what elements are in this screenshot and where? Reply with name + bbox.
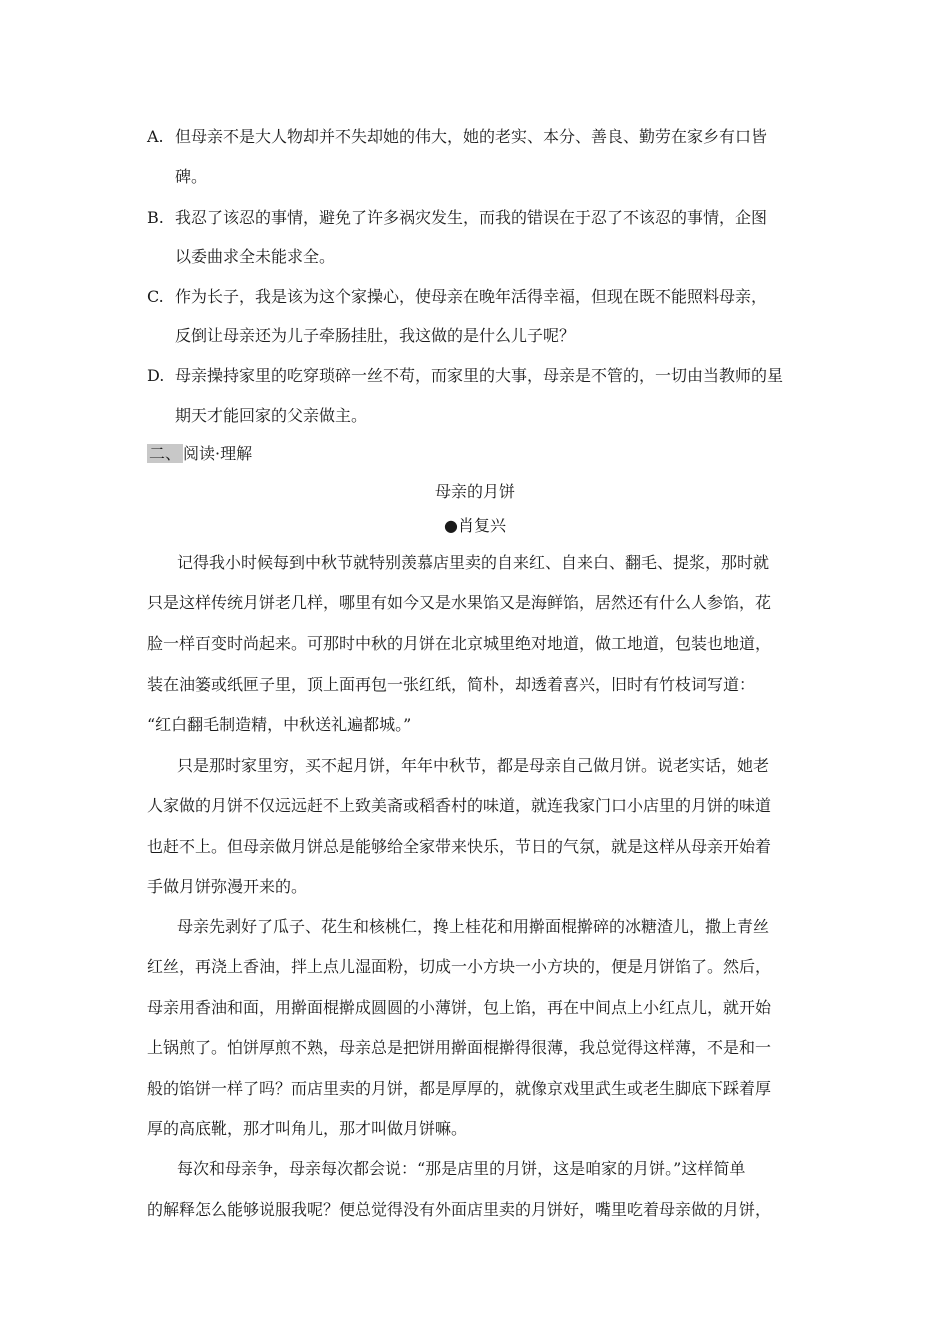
option-label: B. [147, 208, 164, 227]
section-title: 阅读·理解 [183, 444, 253, 463]
option-text: 作为长子，我是该为这个家操心，使母亲在晚年活得幸福，但现在既不能照料母亲， [175, 287, 768, 306]
option-text: 以委曲求全未能求全。 [175, 247, 336, 266]
option-text: 碑。 [175, 167, 208, 186]
paragraph-line: 脸一样百变时尚起来。可那时中秋的月饼在北京城里绝对地道，做工地道，包装也地道， [147, 634, 772, 653]
option-d [147, 366, 783, 386]
option-d-continued [175, 406, 367, 426]
paragraph-line: 般的馅饼一样了吗？而店里卖的月饼，都是厚厚的，就像京戏里武生或老生脚底下踩着厚 [147, 1079, 772, 1098]
option-b-continued [175, 247, 335, 267]
option-text: 母亲操持家里的吃穿琐碎一丝不苟，而家里的大事，母亲是不管的，一切由当教师的星 [175, 366, 784, 385]
option-label: D. [147, 366, 165, 385]
option-text: 我忍了该忍的事情，避免了许多祸灾发生，而我的错误在于忍了不该忍的事情，企图 [175, 208, 768, 227]
paragraph-line: 母亲用香油和面，用擀面棍擀成圆圆的小薄饼，包上馅，再在中间点上小红点儿，就开始 [147, 998, 772, 1017]
paragraph-line: 的解释怎么能够说服我呢？便总觉得没有外面店里卖的月饼好，嘴里吃着母亲做的月饼， [147, 1200, 772, 1219]
option-a-continued [175, 167, 207, 187]
paragraph-line: 装在油篓或纸匣子里，顶上面再包一张红纸，简朴，却透着喜兴，旧时有竹枝词写道： [147, 675, 756, 694]
paragraph-line: 红丝，再浇上香油，拌上点儿湿面粉，切成一小方块一小方块的，便是月饼馅了。然后， [147, 957, 772, 976]
option-a [147, 127, 767, 147]
paragraph-line: 记得我小时候每到中秋节就特别羡慕店里卖的自来红、自来白、翻毛、提浆，那时就 [177, 553, 770, 572]
article-title: 母亲的月饼 [434, 482, 515, 501]
paragraph-line: 厚的高底靴，那才叫角儿，那才叫做月饼嘛。 [147, 1119, 468, 1138]
paragraph-line: 每次和母亲争，母亲每次都会说：“那是店里的月饼，这是咱家的月饼。”这样简单 [177, 1159, 746, 1178]
paragraph-line: “红白翻毛制造精，中秋送礼遍都城。” [147, 715, 412, 734]
paragraph-line: 人家做的月饼不仅远远赶不上致美斋或稻香村的味道，就连我家门口小店里的月饼的味道 [147, 796, 772, 815]
option-text: 期天才能回家的父亲做主。 [175, 406, 368, 425]
paragraph-line: 只是那时家里穷，买不起月饼，年年中秋节，都是母亲自己做月饼。说老实话，她老 [177, 756, 770, 775]
option-text: 反倒让母亲还为儿子牵肠挂肚，我这做的是什么儿子呢？ [175, 326, 576, 345]
article-author: ●肖复兴 [444, 516, 506, 535]
section-heading [147, 444, 252, 464]
section-number: 二、 [149, 444, 182, 463]
paragraph-line: 也赶不上。但母亲做月饼总是能够给全家带来快乐，节日的气氛，就是这样从母亲开始着 [147, 837, 772, 856]
paragraph-line: 上锅煎了。怕饼厚煎不熟，母亲总是把饼用擀面棍擀得很薄，我总觉得这样薄，不是和一 [147, 1038, 772, 1057]
option-text: 但母亲不是大人物却并不失却她的伟大，她的老实、本分、善良、勤劳在家乡有口皆 [175, 127, 768, 146]
option-label: A. [147, 127, 164, 146]
option-c-continued [175, 326, 575, 346]
option-c [147, 287, 767, 307]
paragraph-line: 母亲先剥好了瓜子、花生和核桃仁，搀上桂花和用擀面棍擀碎的冰糖渣儿，撒上青丝 [177, 917, 770, 936]
option-label: C. [147, 287, 164, 306]
paragraph-line: 手做月饼弥漫开来的。 [147, 877, 308, 896]
paragraph-line: 只是这样传统月饼老几样，哪里有如今又是水果馅又是海鲜馅，居然还有什么人参馅，花 [147, 593, 772, 612]
option-b [147, 208, 767, 228]
